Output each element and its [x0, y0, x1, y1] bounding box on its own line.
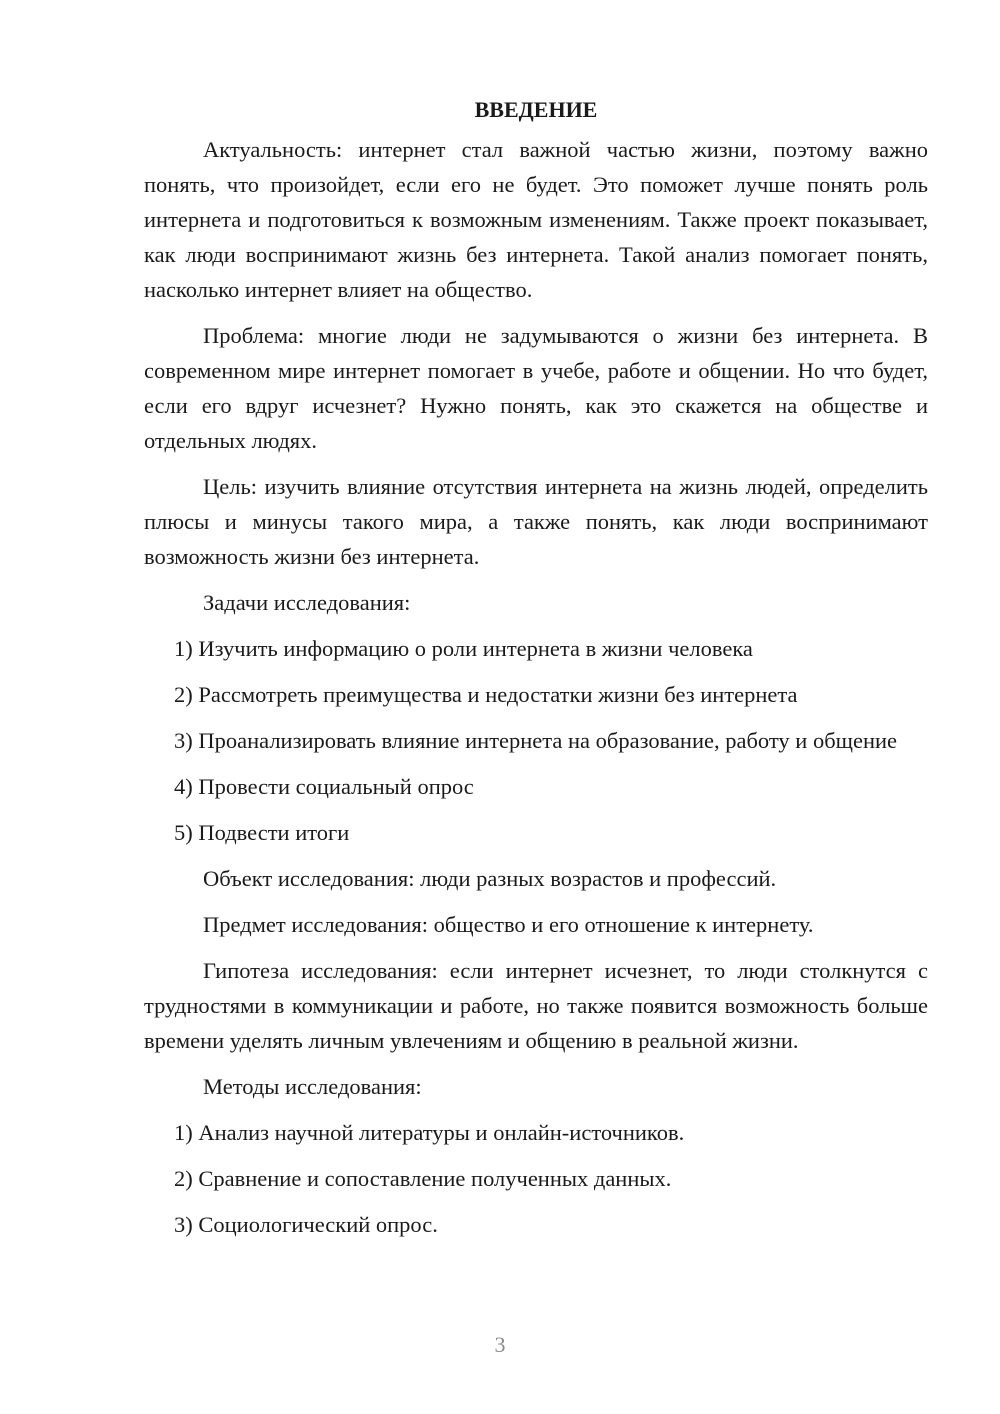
- task-item-1: 1) Изучить информацию о роли интернета в жизни человека: [174, 636, 753, 661]
- hypothesis-paragraph: Гипотеза исследования: если интернет исчезнет, то люди столкнутся с трудностями в коммуникации и работе, но также появится возможность больше времени уделять личным увлечениям и общению в реальной жизни.: [144, 958, 928, 1053]
- method-item-3: 3) Социологический опрос.: [174, 1212, 438, 1237]
- task-item-4: 4) Провести социальный опрос: [174, 774, 474, 799]
- subject-paragraph: Предмет исследования: общество и его отношение к интернету.: [203, 912, 814, 937]
- task-item-5: 5) Подвести итоги: [174, 820, 350, 845]
- methods-label: Методы исследования:: [203, 1074, 422, 1099]
- task-item-3: 3) Проанализировать влияние интернета на образование, работу и общение: [174, 728, 898, 753]
- tasks-label: Задачи исследования:: [203, 590, 411, 615]
- method-item-1: 1) Анализ научной литературы и онлайн-источников.: [174, 1120, 685, 1145]
- method-item-2: 2) Сравнение и сопоставление полученных данных.: [174, 1166, 672, 1191]
- document-page: [144, 92, 928, 1253]
- object-paragraph: Объект исследования: люди разных возрастов и профессий.: [203, 866, 777, 891]
- problem-paragraph: Проблема: многие люди не задумываются о жизни без интернета. В современном мире интернет помогает в учебе, работе и общении. Но что будет, если его вдруг исчезнет? Нужно понять, как это скажется на обществе и отдельных людях.: [144, 323, 928, 453]
- goal-paragraph: Цель: изучить влияние отсутствия интернета на жизнь людей, определить плюсы и минусы такого мира, а также понять, как люди воспринимают возможность жизни без интернета.: [144, 474, 928, 569]
- section-heading: ВВЕДЕНИЕ: [474, 97, 598, 122]
- task-item-2: 2) Рассмотреть преимущества и недостатки жизни без интернета: [174, 682, 798, 707]
- page-number: 3: [494, 1332, 506, 1357]
- actuality-paragraph: Актуальность: интернет стал важной частью жизни, поэтому важно понять, что произойдет, если его не будет. Это поможет лучше понять роль интернета и подготовиться к возможным изменениям. Также проект показывает, как люди воспринимают жизнь без интернета. Такой анализ помогает понять, насколько интернет влияет на общество.: [144, 137, 928, 302]
